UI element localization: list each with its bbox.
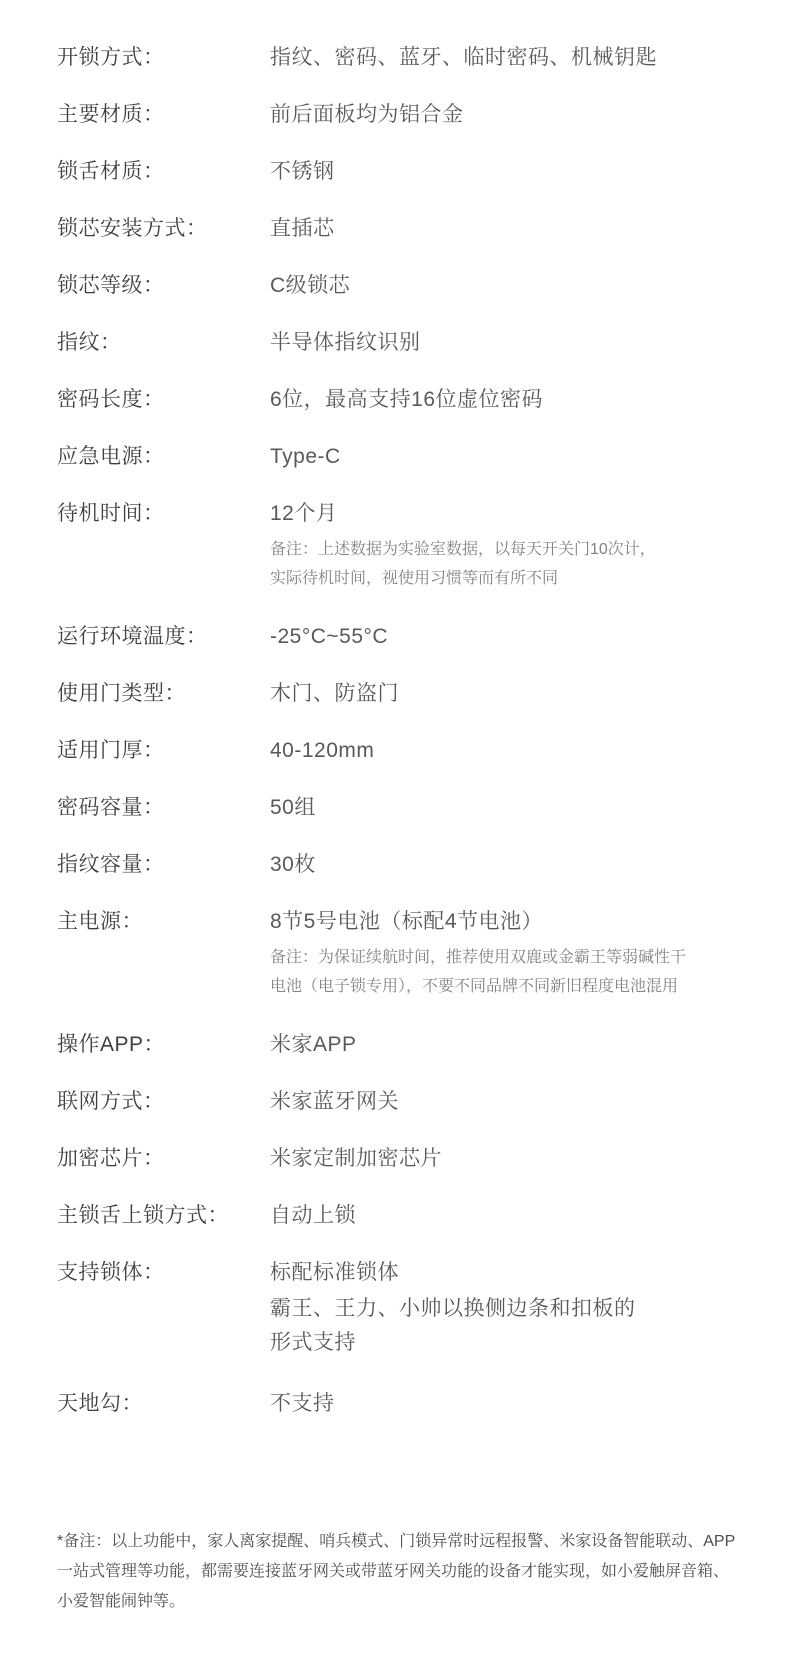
spec-row [57,909,750,1001]
footer-note-line: 小爱智能闹钟等。 [57,1593,186,1610]
spec-note-line: 备注：上述数据为实验室数据，以每天开关门10次计， [270,541,656,558]
spec-value: Type-C [270,445,341,468]
spec-value-wrap [270,45,750,71]
spec-value-wrap [270,795,750,821]
spec-value-wrap [270,1391,750,1417]
spec-row [57,1032,750,1058]
spec-value: 米家蓝牙网关 [270,1090,399,1113]
spec-note [270,943,730,1001]
spec-row [57,1391,750,1417]
spec-value-wrap [270,681,750,707]
spec-note-line: 电池（电子锁专用），不要不同品牌不同新旧程度电池混用 [270,978,679,995]
spec-label: 锁芯等级： [57,274,165,297]
spec-row [57,444,750,470]
spec-value-wrap [270,444,750,470]
spec-value: 40-120mm [270,739,375,762]
spec-label: 待机时间： [57,502,165,525]
spec-label: 指纹： [57,331,122,354]
spec-row [57,738,750,764]
spec-label: 密码长度： [57,388,165,411]
spec-row [57,387,750,413]
spec-row [57,216,750,242]
spec-label: 主电源： [57,910,143,933]
spec-value-wrap [270,852,750,878]
spec-label: 锁芯安装方式： [57,217,208,240]
spec-value-wrap [270,501,750,593]
spec-row [57,681,750,707]
spec-row [57,624,750,650]
spec-value: 30枚 [270,853,316,876]
spec-value: 直插芯 [270,217,335,240]
spec-row [57,102,750,128]
spec-note [270,535,730,593]
spec-row [57,273,750,299]
spec-value-line: 霸王、王力、小帅以换侧边条和扣板的 [270,1297,636,1320]
spec-row [57,852,750,878]
spec-label: 指纹容量： [57,853,165,876]
spec-row [57,501,750,593]
spec-row [57,795,750,821]
spec-label: 密码容量： [57,796,165,819]
spec-label: 主要材质： [57,103,165,126]
spec-value-wrap [270,1089,750,1115]
spec-label: 联网方式： [57,1090,165,1113]
spec-row [57,159,750,185]
spec-value-wrap [270,216,750,242]
spec-value-wrap [270,738,750,764]
spec-value-wrap [270,159,750,185]
spec-label: 开锁方式： [57,46,165,69]
spec-value-wrap [270,1203,750,1229]
spec-value-wrap [270,909,750,1001]
footer-note [57,1527,747,1617]
spec-value: 米家APP [270,1033,357,1056]
spec-label: 锁舌材质： [57,160,165,183]
spec-note-line: 备注：为保证续航时间，推荐使用双鹿或金霸王等弱碱性干 [270,949,687,966]
spec-label: 运行环境温度： [57,625,208,648]
spec-label: 支持锁体： [57,1261,165,1284]
spec-value-wrap [270,1032,750,1058]
spec-value: 不支持 [270,1392,335,1415]
spec-row [57,1203,750,1229]
footer-note-line: 一站式管理等功能，都需要连接蓝牙网关或带蓝牙网关功能的设备才能实现，如小爱触屏音箱、 [57,1563,730,1580]
spec-label: 使用门类型： [57,682,186,705]
spec-value-wrap [270,273,750,299]
spec-value-line: 标配标准锁体 [270,1261,399,1284]
spec-value-wrap [270,1260,750,1360]
spec-value: C级锁芯 [270,274,351,297]
spec-row [57,1260,750,1360]
spec-value: 6位，最高支持16位虚位密码 [270,388,544,411]
spec-value-wrap [270,387,750,413]
spec-value: 自动上锁 [270,1204,356,1227]
spec-value: 前后面板均为铝合金 [270,103,464,126]
spec-value-wrap [270,330,750,356]
spec-value: 指纹、密码、蓝牙、临时密码、机械钥匙 [270,46,657,69]
spec-value: 50组 [270,796,316,819]
spec-row [57,1146,750,1172]
spec-value: 8节5号电池（标配4节电池） [270,910,544,933]
spec-value-wrap [270,624,750,650]
spec-row [57,45,750,71]
spec-row [57,330,750,356]
spec-value-line: 形式支持 [270,1331,356,1354]
spec-value: 半导体指纹识别 [270,331,421,354]
spec-value: 木门、防盗门 [270,682,399,705]
spec-value: 米家定制加密芯片 [270,1147,442,1170]
spec-label: 天地勾： [57,1392,143,1415]
spec-note-line: 实际待机时间，视使用习惯等而有所不同 [270,570,559,587]
spec-table [57,45,750,1417]
spec-label: 主锁舌上锁方式： [57,1204,229,1227]
spec-value: 12个月 [270,502,338,525]
spec-label: 适用门厚： [57,739,165,762]
spec-label: 应急电源： [57,445,165,468]
footer-note-line: *备注：以上功能中，家人离家提醒、哨兵模式、门锁异常时远程报警、米家设备智能联动、APP [57,1533,736,1550]
spec-label: 加密芯片： [57,1147,165,1170]
spec-value-wrap [270,102,750,128]
spec-value-wrap [270,1146,750,1172]
spec-value: -25°C~55°C [270,625,389,648]
spec-row [57,1089,750,1115]
spec-value [270,1260,750,1360]
spec-label: 操作APP： [57,1033,166,1056]
spec-value: 不锈钢 [270,160,335,183]
